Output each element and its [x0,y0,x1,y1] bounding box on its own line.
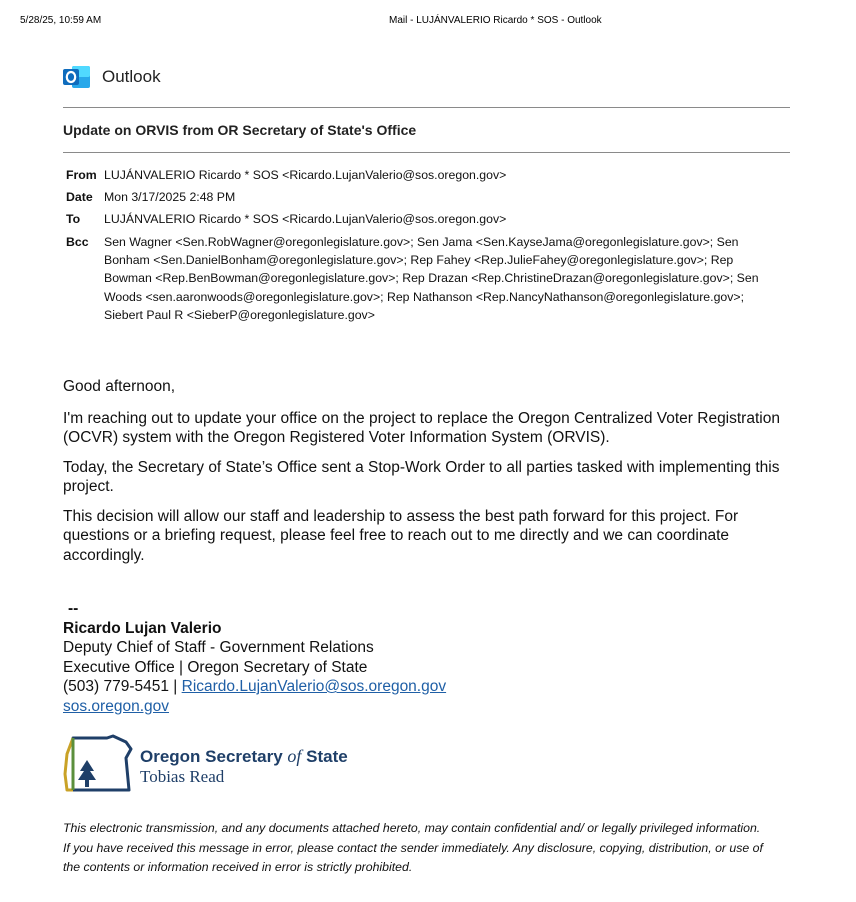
org-name-of: of [287,746,302,766]
app-name: Outlook [102,67,161,86]
from-row [66,166,784,184]
email-signature [63,599,446,716]
divider-subject [63,152,790,153]
to-label: To [66,212,81,227]
email-headers [66,166,784,328]
print-header [20,15,836,29]
email-subject: Update on ORVIS from OR Secretary of State's Office [63,122,417,138]
email-disclaimer: This electronic transmission, and any documents attached hereto, may contain confidential and/ or legally privileged information. If you have received this message in error, please contact the sender immediately. Any disclosure, copying, distribution, or use of the contents or information received in error is strictly prohibited. [63,821,763,874]
outlook-brand [63,64,161,90]
org-name-line1 [140,746,348,767]
body-paragraph-1: I'm reaching out to update your office on the project to replace the Oregon Centralized Voter Registration (OCVR) system with the Oregon Registered Voter Information System (ORVIS). [63,409,780,446]
oregon-state-tree-icon [63,734,135,794]
body-greeting: Good afternoon, [63,378,176,395]
to-row [66,210,784,228]
date-value: Mon 3/17/2025 2:48 PM [104,190,236,205]
email-body [63,377,788,575]
outlook-icon [63,64,91,90]
divider-top [63,107,790,108]
signature-contact [63,677,446,697]
bcc-label: Bcc [66,234,89,249]
org-name-line2: Tobias Read [140,767,225,786]
date-label: Date [66,190,93,205]
from-label: From [66,168,97,182]
date-row [66,188,784,206]
bcc-value: Sen Wagner <Sen.RobWagner@oregonlegislature.gov>; Sen Jama <Sen.KayseJama@oregonlegislature.gov>; Sen Bonham <Sen.DanielBonham@oregonlegislature.gov>; Rep Fahey <Rep.JulieFahey@oregonlegislature.gov>; Rep Bowman <Rep.BenBowman@oregonlegislature.gov>; Rep Drazan <Rep.ChristineDrazan@oregonlegislature.gov>; Sen Woods <sen.aaronwoods@oregonlegislature.gov>; Rep Nathanson <Rep.NancyNathanson@oregonlegislature.gov>; Siebert Paul R <SieberP@oregonlegislature.gov> [104,234,759,323]
signature-office: Executive Office | Oregon Secretary of State [63,658,368,676]
org-name-part-a: Oregon Secretary [140,747,283,766]
from-value: LUJÁNVALERIO Ricardo * SOS <Ricardo.LujanValerio@sos.oregon.gov> [104,168,507,182]
signature-separator: -- [68,600,79,617]
body-paragraph-2: Today, the Secretary of State’s Office sent a Stop-Work Order to all parties tasked with implementing this project. [63,458,780,495]
signature-phone: (503) 779-5451 | [63,678,178,695]
print-datetime: 5/28/25, 10:59 AM [20,15,102,26]
org-name-part-b: State [306,747,348,766]
signature-name: Ricardo Lujan Valerio [63,619,222,637]
signature-title: Deputy Chief of Staff - Government Relations [63,639,374,656]
signature-email-link[interactable]: Ricardo.LujanValerio@sos.oregon.gov [181,678,447,695]
print-window-title: Mail - LUJÁNVALERIO Ricardo * SOS - Outlook [389,15,602,26]
oregon-sos-logo [63,734,373,794]
body-paragraph-3: This decision will allow our staff and leadership to assess the best path forward for this project. For questions or a briefing request, please feel free to reach out to me directly and we can coordinate accordingly. [63,507,739,564]
to-value: LUJÁNVALERIO Ricardo * SOS <Ricardo.LujanValerio@sos.oregon.gov> [104,212,507,227]
bcc-row [66,233,784,325]
signature-website-link[interactable]: sos.oregon.gov [63,697,169,715]
